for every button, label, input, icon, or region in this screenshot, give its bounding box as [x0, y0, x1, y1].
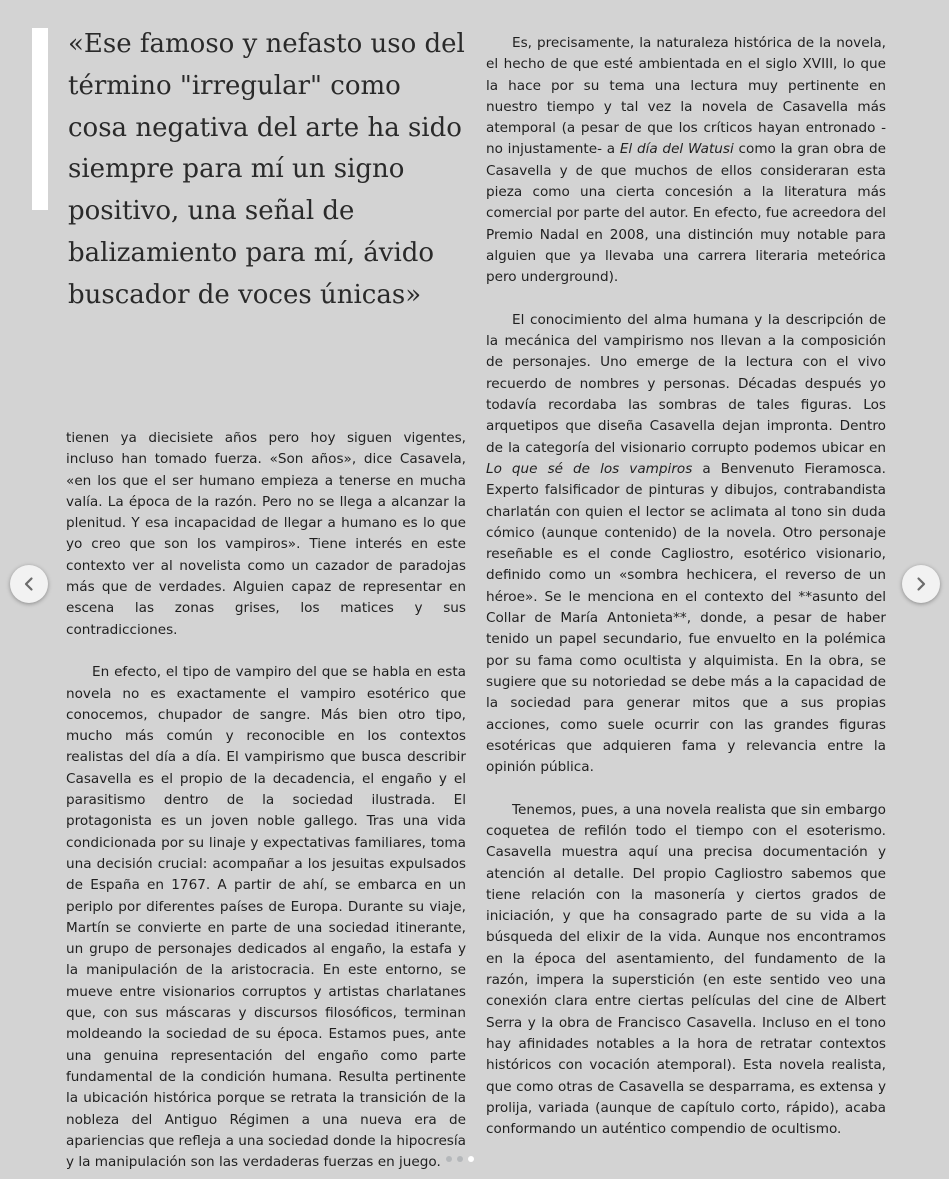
carousel-dot[interactable] — [468, 1156, 474, 1162]
chevron-left-icon — [21, 576, 37, 592]
book-title-vampiros: Lo que sé de los vampiros — [486, 460, 693, 477]
pull-quote: «Ese famoso y nefasto uso del término "irregular" como cosa negativa del arte ha sido siempre para mí un signo positivo, una señal de balizamiento para mí, ávido buscador de voces únicas» — [68, 29, 465, 310]
book-title-watusi: El día del Watusi — [619, 141, 734, 158]
chevron-right-icon — [913, 576, 929, 592]
carousel-dots — [446, 1156, 474, 1162]
carousel-dot[interactable] — [457, 1156, 463, 1162]
quote-accent-bar — [32, 28, 48, 210]
text-run: a Benvenuto Fieramosca. Experto falsificador de pinturas y dibujos, contrabandista charlatán con quien el lector se aclimata al tono sin duda cómico (aunque contenido) de la novela. Otro personaje reseñable es el conde Cagliostro, esotérico visionario, definido como un «sombra hechicera, el reverso de un héroe». Se le menciona en el contexto del **asunto del Collar de María Antonieta**, donde, a pesar de haber tenido un papel secundario, fue envuelto en la polémica por su fama como ocultista y alquimista. En la obra, se sugiere que su notoriedad se debe más a la capacidad de la sociedad para generar mitos que a sus propias acciones, como suele ocurrir con las grandes figuras esotéricas que adquieren fama y relevancia entre la opinión pública. — [486, 460, 886, 776]
left-paragraph-1: tienen ya diecisiete años pero hoy siguen vigentes, incluso han tomado fuerza. «Son años», dice Casavela, «en los que el ser humano empieza a tenerse en mucha valía. La época de la razón. Pero no se llega a alcanzar la plenitud. Y esa incapacidad de llegar a humano es lo que yo creo que son los vampiros». Tiene interés en este contexto ver al novelista como un cazador de paradojas más que de verdades. Alguien capaz de representar en escena las zonas grises, los matices y sus contradicciones. — [66, 430, 466, 638]
text-run: Es, precisamente, la naturaleza histórica de la novela, el hecho de que esté ambientada en el siglo XVIII, lo que la hace por su tema una lectura muy pertinente en nuestro tiempo y tal vez la novela de Casavella más atemporal (a pesar de que los críticos hayan entronado -no injustamente- a — [486, 35, 886, 158]
right-column — [486, 33, 886, 1140]
right-paragraph-3: Tenemos, pues, a una novela realista que sin embargo coquetea de refilón todo el tiempo con el esoterismo. Casavella muestra aquí una precisa documentación y atención al detalle. Del propio Cagliostro sabemos que tiene relación con la masonería y ciertos grados de iniciación, y que ha consagrado parte de su vida a la búsqueda del elixir de la vida. Aunque nos encontramos en la época del asentamiento, del fundamento de la razón, impera la superstición (en este sentido veo una conexión clara entre ciertas películas del cine de Albert Serra y la obra de Francisco Casavella. Incluso en el tono hay afinidades notables a la hora de retratar contextos históricos con vocación atemporal). Esta novela realista, que como otras de Casavella se desparrama, es extensa y prolija, variada (aunque de capítulo corto, rápido), acaba conformando un auténtico compendio de ocultismo. — [486, 801, 886, 1138]
carousel-next-button[interactable] — [902, 565, 940, 603]
right-paragraph-1 — [486, 33, 886, 289]
left-paragraph-2: En efecto, el tipo de vampiro del que se habla en esta novela no es exactamente el vampiro esotérico que conocemos, chupador de sangre. Más bien otro tipo, mucho más común y reconocible en los contextos realistas del día a día. El vampirismo que busca describir Casavella es el propio de la decadencia, el engaño y el parasitismo dentro de la sociedad ilustrada. El protagonista es un joven noble gallego. Tras una vida condicionada por su linaje y expectativas familiares, toma una decisión crucial: acompañar a los jesuitas expulsados de España en 1767. A partir de ahí, se embarca en un periplo por diferentes países de Europa. Durante su viaje, Martín se convierte en parte de una sociedad itinerante, un grupo de personajes dedicados al engaño, la estafa y la manipulación de la aristocracia. En este entorno, se mueve entre visionarios corruptos y artistas charlatanes que, con sus máscaras y discursos filosóficos, terminan moldeando la sociedad de su época. Estamos pues, ante una genuina representación del engaño como parte fundamental de la condición humana. Resulta pertinente la ubicación histórica porque se retrata la transición de la nobleza del Antiguo Régimen a una nueva era de apariencias que refleja a una sociedad donde la hipocresía y la manipulación son las verdaderas fuerzas en juego. — [66, 664, 466, 1171]
right-paragraph-2 — [486, 310, 886, 779]
text-run: El conocimiento del alma humana y la descripción de la mecánica del vampirismo nos llevan a la composición de personajes. Uno emerge de la lectura con el vivo recuerdo de nombres y personas. Décadas después yo todavía recordaba las sombras de tales figuras. Los arquetipos que diseña Casavella dejan impronta. Dentro de la categoría del visionario corrupto podemos ubicar en — [486, 311, 886, 456]
left-column — [66, 428, 466, 1173]
carousel-dot[interactable] — [446, 1156, 452, 1162]
carousel-prev-button[interactable] — [10, 565, 48, 603]
text-run: como la gran obra de Casavella y de que muchos de ellos consideraran esta pieza como una cierta concesión a la literatura más comercial por parte del autor. En efecto, fue acreedora del Premio Nadal en 2008, una distinción muy notable para alguien que ya llevaba una carrera literaria meteórica pero underground). — [486, 141, 886, 286]
